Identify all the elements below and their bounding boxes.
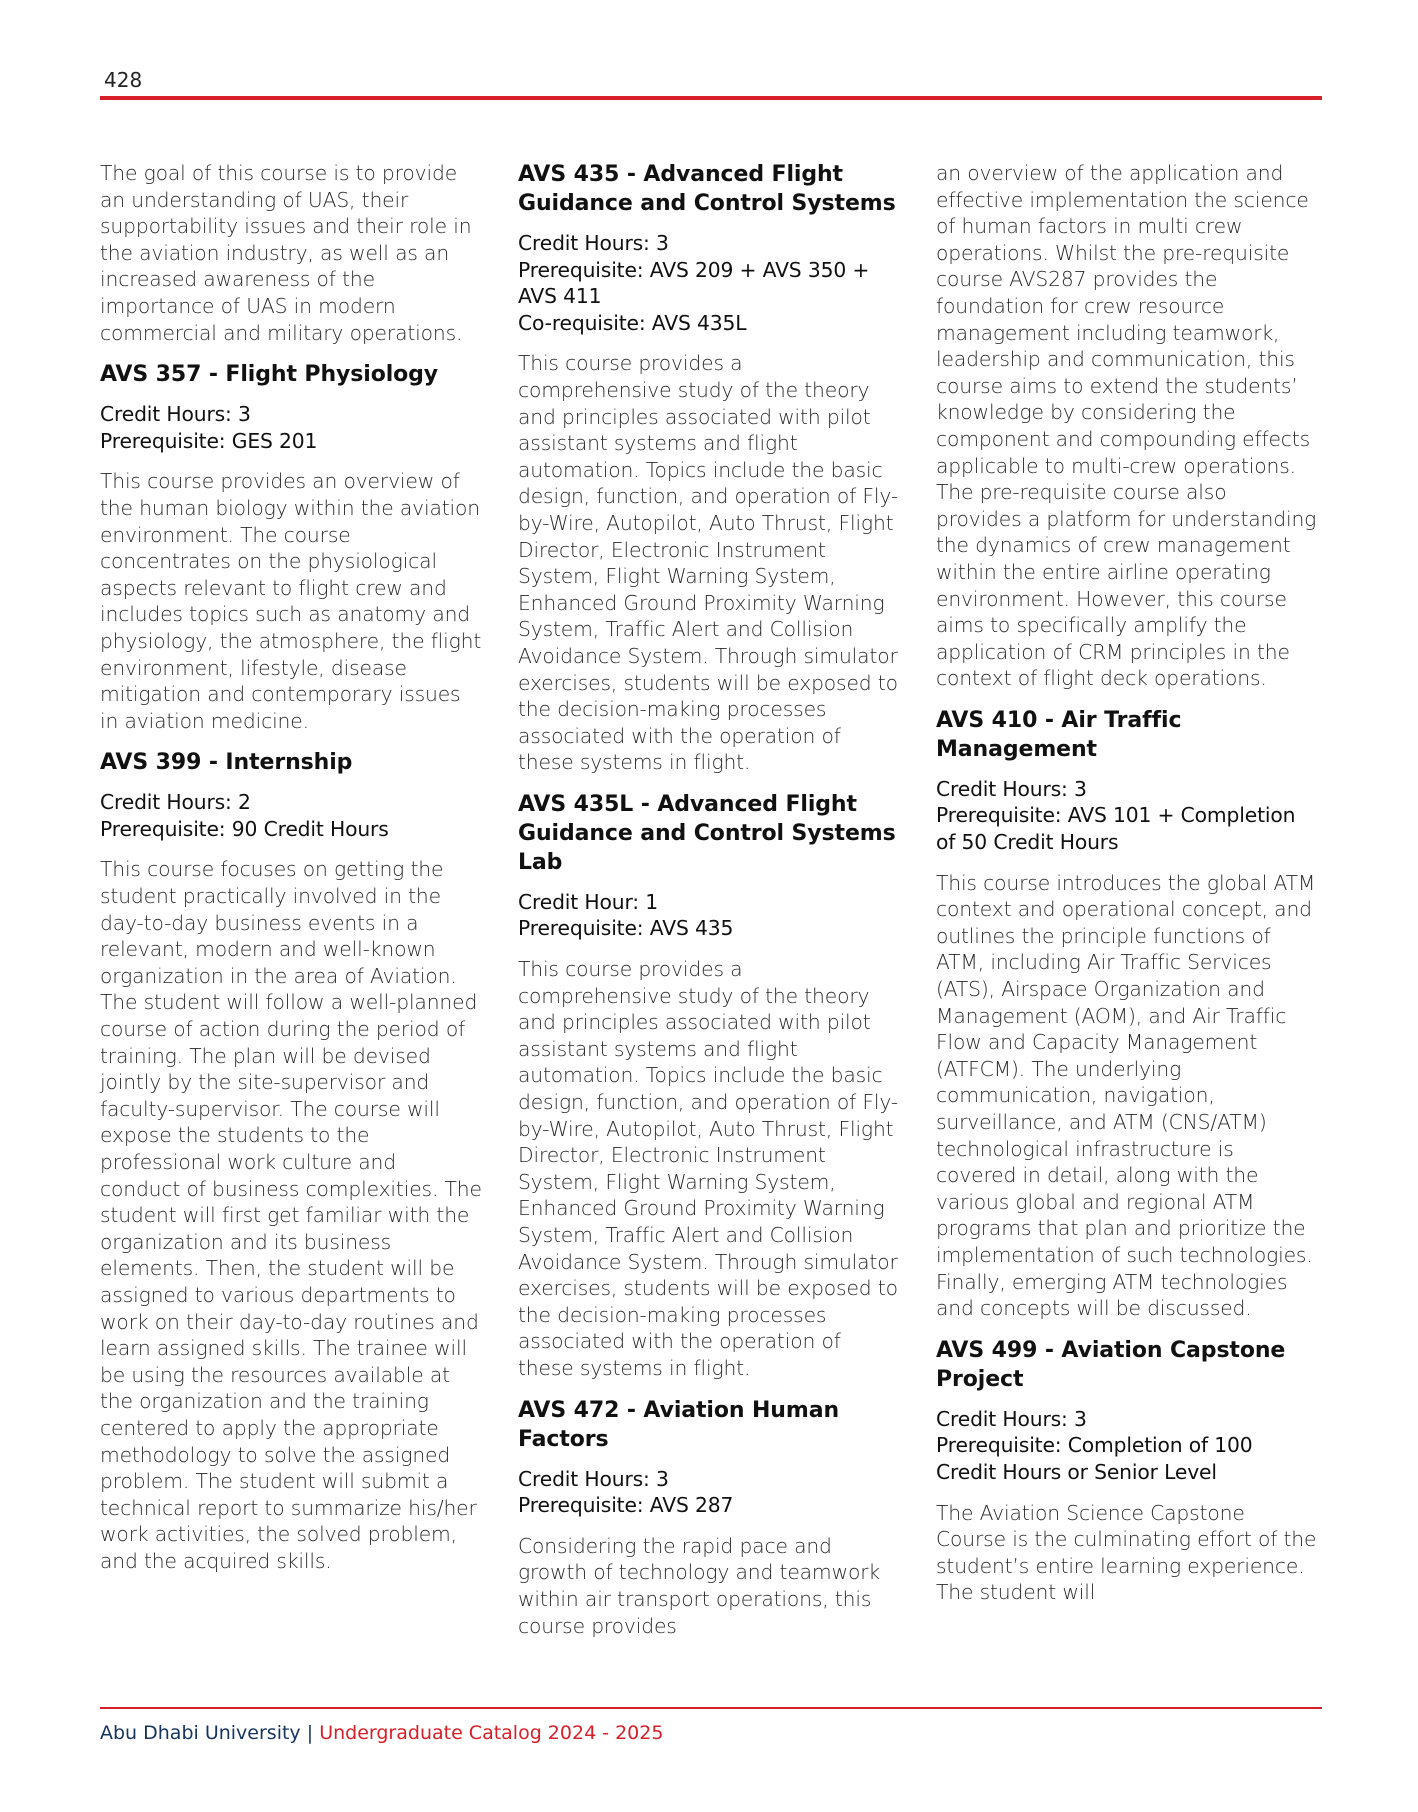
course-title: AVS 435 - Advanced Flight Guidance and Control Systems (518, 162, 896, 216)
course-entry (518, 790, 900, 1382)
course-description: This course focuses on getting the student practically involved in the day-to-day business events in a relevant, modern and well-known organization in the area of Aviation. The student will follow a well-planned course of action during the period of training. The plan will be devised jointly by the site-supervisor and faculty-supervisor. The course will expose the students to the professional work culture and conduct of business complexities. The student will first get familiar with the organization and its business elements. Then, the student will be assigned to various departments to work on their day-to-day routines and learn assigned skills. The trainee will be using the resources available at the organization and the training centered to apply the appropriate methodology to solve the assigned problem. The student will submit a technical report to summarize his/her work activities, the solved problem, and the acquired skills. (100, 857, 482, 1573)
course-meta (936, 1406, 1318, 1486)
course-meta (518, 230, 900, 336)
course-title: AVS 410 - Air Traffic Management (936, 707, 1182, 762)
course-meta-line: Credit Hours: 3 (518, 231, 669, 255)
course-title: AVS 472 - Aviation Human Factors (518, 1397, 840, 1452)
course-meta-line: Prerequisite: 90 Credit Hours (100, 816, 389, 841)
column-2 (518, 160, 900, 1653)
course-meta (518, 1466, 900, 1519)
course-meta-line: Prerequisite: Completion of 100 Credit Hours or Senior Level (936, 1433, 1253, 1484)
course-meta-line: Prerequisite: AVS 287 (518, 1493, 734, 1518)
course-description: Considering the rapid pace and growth of technology and teamwork within air transport operations, this course provides (518, 1533, 881, 1638)
course-meta (518, 889, 900, 942)
course-meta-line: Credit Hours: 3 (936, 776, 1087, 801)
course-meta-line: Prerequisite: GES 201 (100, 428, 318, 453)
course-title: AVS 499 - Aviation Capstone Project (936, 1337, 1286, 1392)
course-description: This course provides an overview of the human biology within the aviation environment. The course concentrates on the physiological aspects relevant to flight crew and includes topics such as anatomy and physiology, the atmosphere, the flight environment, lifestyle, disease mitigation and contemporary issues in aviation medicine. (100, 469, 482, 733)
course-entry (100, 360, 482, 734)
course-description: This course introduces the global ATM context and operational concept, and outlines the principle functions of ATM, including Air Traffic Services (ATS), Airspace Organization and Management (AOM), and Air Traffic Flow and Capacity Management (ATFCM). The underlying communication, navigation, surveillance, and ATM (CNS/ATM) technological infrastructure is covered in detail, along with the various global and regional ATM programs that plan and prioritize the implementation of such technologies. Finally, emerging ATM technologies and concepts will be discussed. (936, 870, 1316, 1321)
footer-university: Abu Dhabi University (100, 1722, 301, 1744)
course-title: AVS 357 - Flight Physiology (100, 362, 439, 388)
footer-separator: | (306, 1722, 314, 1744)
course-description: This course provides a comprehensive study of the theory and principles associated with pilot assistant systems and flight automation. Topics include the basic design, function, and operation of Fly-by-Wire, Autopilot, Auto Thrust, Flight Director, Electronic Instrument System, Flight Warning System, Enhanced Ground Proximity Warning System, Traffic Alert and Collision Avoidance System. Through simulator exercises, students will be exposed to the decision-making processes associated with the operation of these systems in flight. (518, 957, 899, 1380)
course-meta-line: Credit Hours: 3 (936, 1406, 1087, 1431)
column-1 (100, 160, 482, 1589)
course-meta-line: Credit Hours: 3 (518, 1466, 669, 1491)
course-meta (100, 789, 482, 842)
footer (100, 1722, 663, 1744)
course-meta-line: Prerequisite: AVS 209 + AVS 350 + AVS 411 (518, 257, 870, 309)
footer-catalog: Undergraduate Catalog 2024 - 2025 (319, 1722, 664, 1744)
course-title: AVS 399 - Internship (100, 750, 353, 776)
page-number: 428 (104, 68, 143, 92)
header-rule (100, 96, 1322, 100)
course-entry (936, 1336, 1318, 1606)
course-meta-line: Credit Hours: 3 (100, 402, 251, 427)
continued-paragraph: an overview of the application and effective implementation the science of human factors in multi crew operations. Whilst the pre-requisite course AVS287 provides the foundation for crew resource management including teamwork, leadership and communication, this course aims to extend the students’ knowledge by considering the component and compounding effects applicable to multi-crew operations. The pre-requisite course also provides a platform for understanding the dynamics of crew management within the entire airline operating environment. However, this course aims to specifically amplify the application of CRM principles in the context of flight deck operations. (936, 161, 1317, 691)
course-entry (100, 748, 482, 1574)
course-description: The Aviation Science Capstone Course is the culminating effort of the student’s entire learning experience. The student will (936, 1500, 1317, 1605)
continued-paragraph: The goal of this course is to provide an understanding of UAS, their supportability issues and their role in the aviation industry, as well as an increased awareness of the importance of UAS in modern commercial and military operations. (100, 161, 472, 345)
course-description: This course provides a comprehensive study of the theory and principles associated with pilot assistant systems and flight automation. Topics include the basic design, function, and operation of Fly-by-Wire, Autopilot, Auto Thrust, Flight Director, Electronic Instrument System, Flight Warning System, Enhanced Ground Proximity Warning System, Traffic Alert and Collision Avoidance System. Through simulator exercises, students will be exposed to the decision-making processes associated with the operation of these systems in flight. (518, 351, 899, 775)
course-entry (518, 1396, 900, 1640)
course-meta-line: Prerequisite: AVS 101 + Completion of 50 Credit Hours (936, 803, 1296, 855)
course-meta (100, 401, 482, 454)
course-entry (936, 706, 1318, 1322)
course-meta-line: Credit Hour: 1 (518, 889, 659, 914)
course-meta-line: Prerequisite: AVS 435 (518, 916, 734, 941)
course-meta (936, 776, 1318, 856)
course-entry (518, 160, 900, 776)
footer-rule (100, 1707, 1322, 1709)
course-title: AVS 435L - Advanced Flight Guidance and Control Systems Lab (518, 791, 896, 875)
column-3 (936, 160, 1318, 1620)
course-meta-line: Co-requisite: AVS 435L (518, 310, 747, 335)
course-meta-line: Credit Hours: 2 (100, 790, 251, 815)
